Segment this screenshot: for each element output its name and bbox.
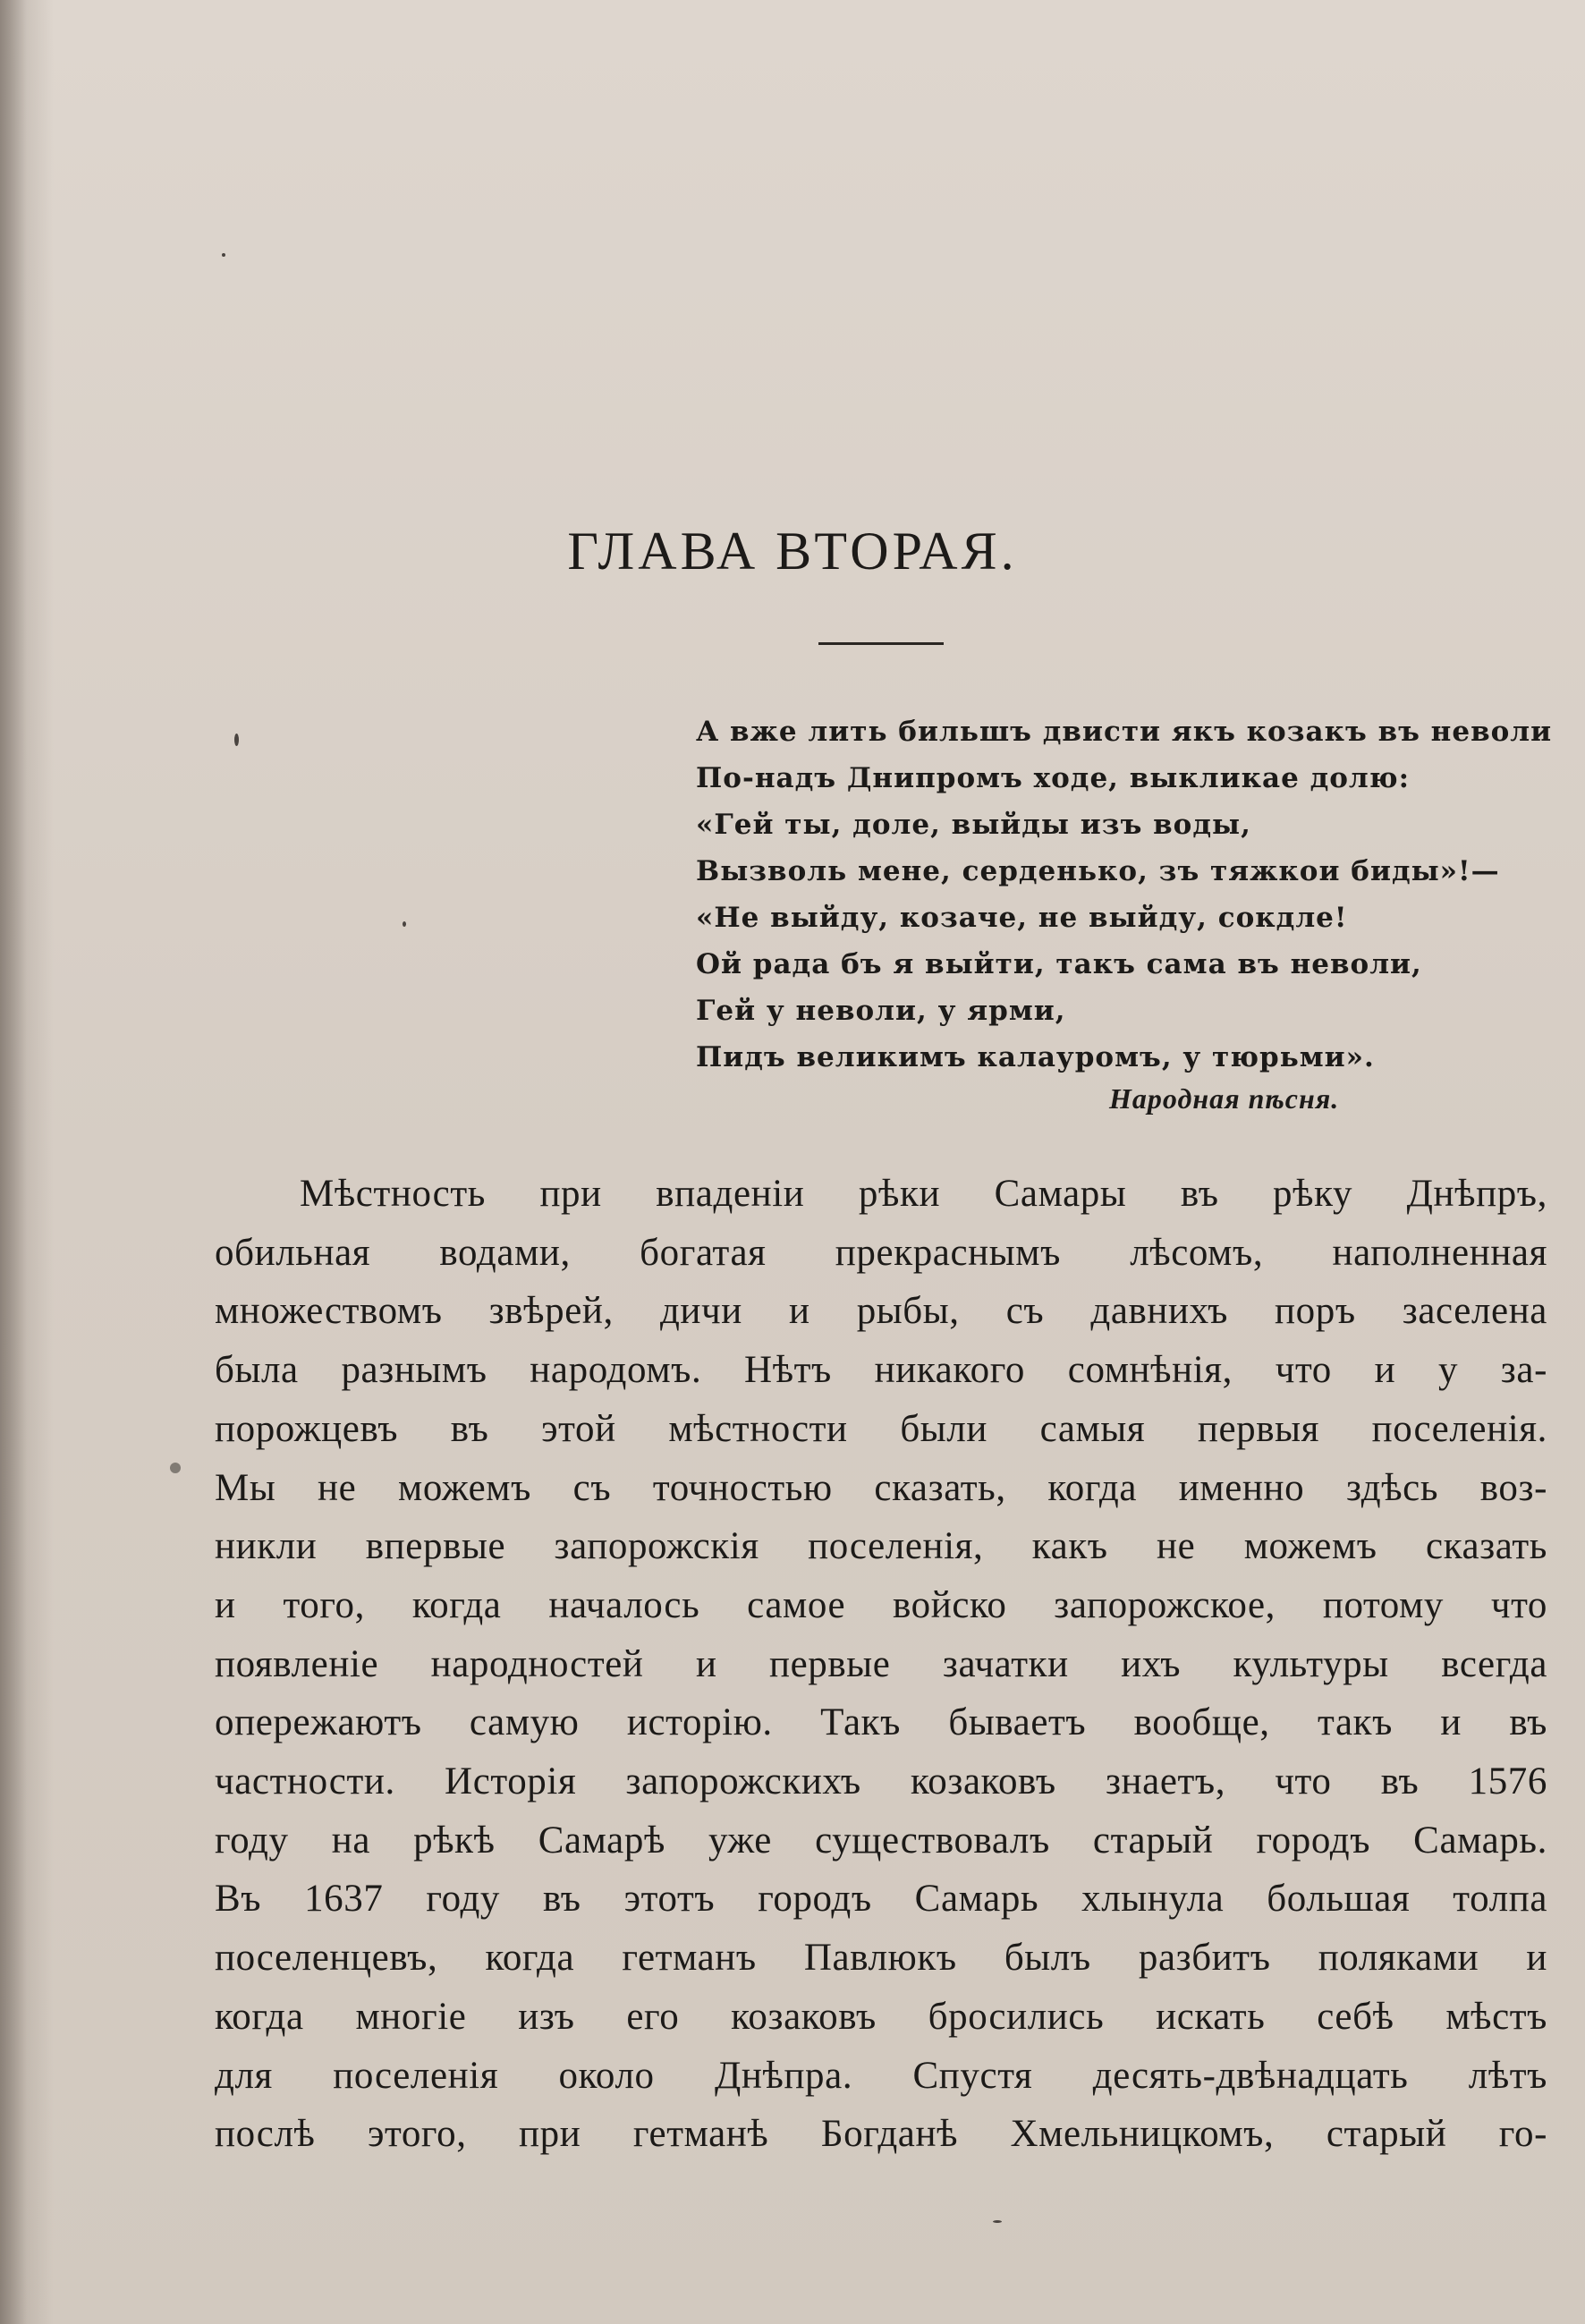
- print-speck: [222, 253, 225, 257]
- page-gutter-shadow: [0, 0, 27, 2324]
- epigraph-attribution: Народная пѣсня.: [1109, 1082, 1340, 1115]
- body-line: для поселенія около Днѣпра. Спустя десять-двѣнадцать лѣтъ: [215, 2054, 1547, 2097]
- body-line: никли впервые запорожскія поселенія, какъ не можемъ сказать: [215, 1525, 1547, 1568]
- print-speck: [403, 921, 406, 927]
- print-speck: [170, 1463, 181, 1473]
- epigraph: [696, 708, 1555, 1081]
- chapter-title: ГЛАВА ВТОРАЯ.: [567, 522, 1018, 581]
- body-line: порожцевъ въ этой мѣстности были самыя первыя поселенія.: [215, 1407, 1547, 1450]
- body-line: году на рѣкѣ Самарѣ уже существовалъ старый городъ Самарь.: [215, 1819, 1547, 1862]
- body-line: Въ 1637 году въ этотъ городъ Самарь хлынула большая толпа: [215, 1878, 1547, 1921]
- body-line: появленіе народностей и первые зачатки ихъ культуры всегда: [215, 1642, 1547, 1685]
- epigraph-line: Вызволь мене, серденько, зъ тяжкои биды»!—: [696, 855, 1500, 887]
- body-line: была разнымъ народомъ. Нѣтъ никакого сомнѣнія, что и у за-: [215, 1349, 1547, 1392]
- epigraph-line: Гей у неволи, у ярми,: [696, 995, 1066, 1027]
- epigraph-line: «Не выйду, козаче, не выйду, сокдле!: [696, 902, 1348, 934]
- body-line: и того, когда началось самое войско запорожское, потому что: [215, 1583, 1547, 1626]
- body-line: когда многіе изъ его козаковъ бросились искать себѣ мѣстъ: [215, 1995, 1547, 2038]
- title-divider: [818, 642, 944, 645]
- epigraph-line: По-надъ Днипромъ ходе, выкликае долю:: [696, 762, 1411, 794]
- body-line: послѣ этого, при гетманѣ Богданѣ Хмельницкомъ, старый го-: [215, 2113, 1547, 2156]
- body-paragraph: [215, 1165, 1547, 2164]
- print-speck: [234, 734, 239, 746]
- body-line: поселенцевъ, когда гетманъ Павлюкъ былъ разбитъ поляками и: [215, 1937, 1547, 1980]
- body-line: опережаютъ самую исторію. Такъ бываетъ вообще, такъ и въ: [215, 1701, 1547, 1744]
- epigraph-line: А вже лить бильшъ двисти якъ козакъ въ неволи: [696, 716, 1553, 748]
- body-line: Мы не можемъ съ точностью сказать, когда именно здѣсь воз-: [215, 1466, 1547, 1509]
- epigraph-line: Пидъ великимъ калауромъ, у тюрьми».: [696, 1041, 1375, 1073]
- print-speck: [993, 2220, 1002, 2223]
- epigraph-line: «Гей ты, доле, выйды изъ воды,: [696, 809, 1251, 841]
- body-line: частности. Исторія запорожскихъ козаковъ знаетъ, что въ 1576: [215, 1760, 1547, 1803]
- epigraph-line: Ой рада бъ я выйти, такъ сама въ неволи,: [696, 948, 1422, 980]
- body-line: множествомъ звѣрей, дичи и рыбы, съ давнихъ поръ заселена: [215, 1290, 1547, 1333]
- body-line: обильная водами, богатая прекраснымъ лѣсомъ, наполненная: [215, 1231, 1547, 1274]
- body-line: Мѣстность при впаденіи рѣки Самары въ рѣку Днѣпръ,: [300, 1173, 1547, 1215]
